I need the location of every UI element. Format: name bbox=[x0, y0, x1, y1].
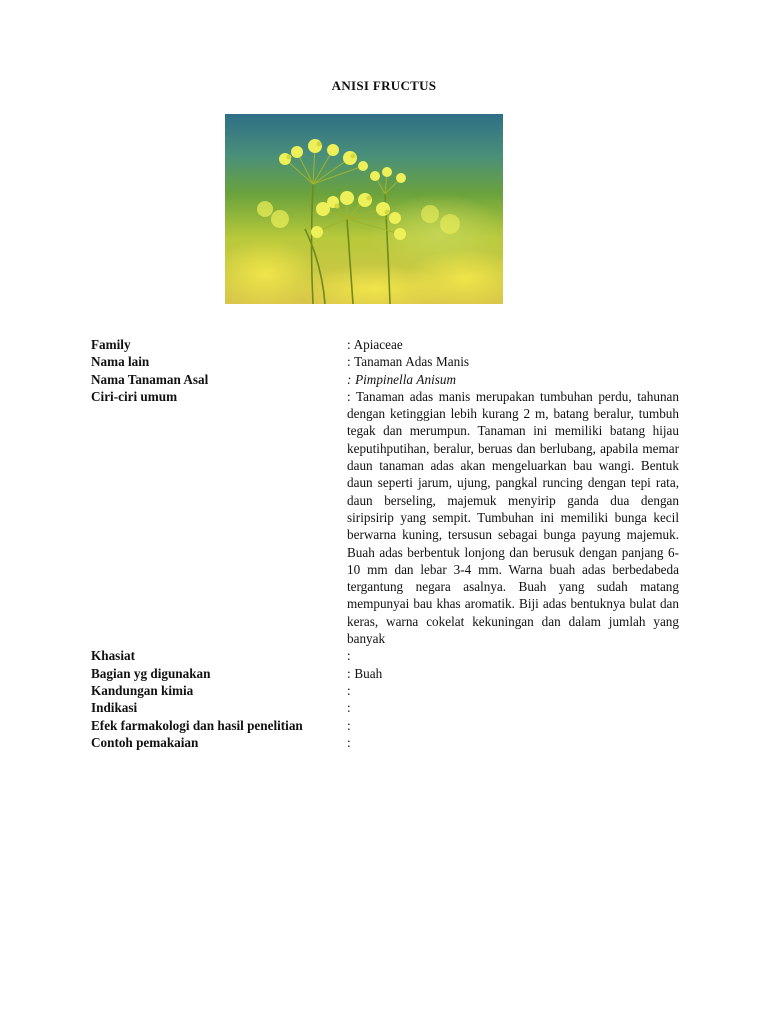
field-value: : Buah bbox=[347, 665, 383, 681]
field-value: : bbox=[347, 717, 351, 733]
field-value: : Tanaman Adas Manis bbox=[347, 354, 469, 370]
field-row-bagian-yg-digunakan bbox=[91, 665, 679, 682]
field-label: Kandungan kimia bbox=[91, 682, 194, 698]
field-value: : Pimpinella Anisum bbox=[347, 371, 456, 387]
field-value: : bbox=[347, 648, 351, 664]
field-row-ciri-ciri-umum bbox=[91, 388, 679, 647]
field-label: Family bbox=[91, 337, 131, 352]
plant-fields bbox=[91, 336, 679, 751]
field-row-indikasi bbox=[91, 699, 679, 716]
field-row-efek-farmakologi bbox=[91, 717, 679, 734]
field-value: : Tanaman adas manis merupakan tumbuhan perdu, tahunan dengan ketinggian lebih kurang 2 m, batang beralur, tumbuh tegak dan merumpun. Tanaman ini memiliki batang hijau keputihputihan, beralur, beruas dan berlubang, apabila memar daun tanaman adas akan mengeluarkan bau wangi. Bentuk daun seperti jarum, ujung, pangkal runcing dengan tepi rata, daun berseling, majemuk menyirip ganda dua dengan siripsirip yang sempit. Tumbuhan ini memiliki bunga kecil berwarna kuning, tersusun sebagai bunga payung majemuk. Buah adas berbentuk lonjong dan berusuk dengan panjang 6-10 mm dan lebar 3-4 mm. Warna buah adas berbedabeda tergantung negara asalnya. Buah yang sudah matang mempunyai bau khas aromatik. Biji adas bentuknya bulat dan keras, warna cokelat kekuningan dan dalam jumlah yang banyak bbox=[347, 388, 679, 647]
field-value: : bbox=[347, 682, 351, 698]
fennel-flower-photo bbox=[225, 114, 503, 304]
field-label: Indikasi bbox=[91, 700, 138, 716]
field-label: Contoh pemakaian bbox=[91, 734, 199, 750]
document-title: ANISI FRUCTUS bbox=[331, 78, 437, 93]
field-value: : Apiaceae bbox=[347, 337, 403, 352]
field-label: Khasiat bbox=[91, 648, 135, 664]
field-row-khasiat bbox=[91, 647, 679, 664]
field-row-kandungan-kimia bbox=[91, 682, 679, 699]
field-value: : bbox=[347, 734, 351, 750]
field-row-contoh-pemakaian bbox=[91, 734, 679, 751]
field-label: Nama lain bbox=[91, 354, 150, 370]
field-row-family bbox=[91, 336, 679, 353]
field-value: : bbox=[347, 700, 351, 716]
field-label: Ciri-ciri umum bbox=[91, 388, 178, 404]
field-row-nama-lain bbox=[91, 353, 679, 370]
field-label: Nama Tanaman Asal bbox=[91, 371, 209, 387]
field-label: Bagian yg digunakan bbox=[91, 665, 211, 681]
field-row-nama-tanaman-asal bbox=[91, 371, 679, 388]
field-label: Efek farmakologi dan hasil penelitian bbox=[91, 717, 303, 733]
